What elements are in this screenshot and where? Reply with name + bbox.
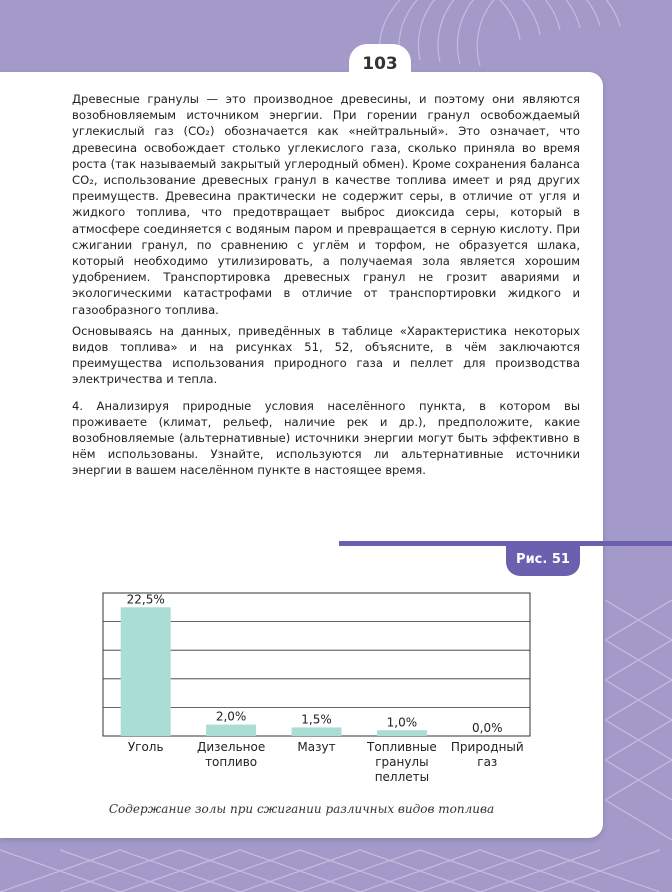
bar [377, 730, 427, 736]
data-label: 1,5% [301, 712, 332, 727]
category-label: Мазут [297, 740, 336, 754]
figure-caption: Содержание золы при сжигании различных видов топлива [108, 802, 495, 816]
category-label: Уголь [127, 740, 164, 754]
data-label: 0,0% [472, 721, 503, 735]
page-number-tab [349, 44, 411, 84]
bar [292, 727, 342, 736]
figure-label: Рис. 51 [506, 544, 580, 576]
category-label: пеллеты [374, 770, 430, 784]
page-number: 103 [362, 54, 398, 74]
body-text [72, 91, 580, 484]
category-label: газ [477, 755, 498, 769]
data-label: 22,5% [126, 592, 165, 607]
paragraph-pellets: Древесные гранулы — это производное древесины, и поэтому они являются возобновляемым источником энергии. При горении гранул освобождаемый углекислый газ (CO₂) обозначается как «нейтральный». Это означает, что древесина освобождает столько углекислого газа, сколько приняла во время роста (так называемый закрытый углеродный обмен). Кроме сохранения баланса CO₂, использование древесных гранул в качестве топлива имеет и ряд других преимуществ. Древесина практически не содержит серы, в отличие от угля и жидкого топлива, что предотвращает выброс диоксида серы, который в атмосфере соединяется с водяным паром и превращается в серную кислоту. При сжигании гранул, по сравнению с углём и торфом, не образуется шлака, который необходимо утилизировать, а получаемая зола является хорошим удобрением. Транспортировка древесных гранул не грозит авариями и экологическими катастрофами в отличие от транспортировки жидкого и газообразного топлива. [72, 92, 580, 317]
data-label: 1,0% [386, 715, 418, 730]
category-label: гранулы [375, 755, 429, 769]
paragraph-task-4: 4. Анализируя природные условия населённого пункта, в котором вы проживаете (климат, рельеф, наличие рек и др.), предположите, какие возобновляемые (альтернативные) источники энергии могут быть эффективно в нём использованы. Узнайте, используются ли альтернативные источники энергии в вашем населённом пункте в настоящее время. [72, 398, 580, 478]
category-label: Дизельное [196, 740, 266, 754]
category-label: Природный [450, 740, 524, 754]
ash-content-bar-chart [0, 560, 603, 810]
category-label: Топливные [367, 740, 437, 754]
category-label: топливо [205, 755, 258, 769]
paragraph-question: Основываясь на данных, приведённых в таблице «Характеристика некоторых видов топлива» и на рисунках 51, 52, объясните, в чём заключаются преимущества использования природного газа и пеллет для производства электричества и тепла. [72, 323, 580, 387]
bar [121, 607, 171, 736]
bar [206, 725, 256, 736]
data-label: 2,0% [215, 709, 247, 724]
